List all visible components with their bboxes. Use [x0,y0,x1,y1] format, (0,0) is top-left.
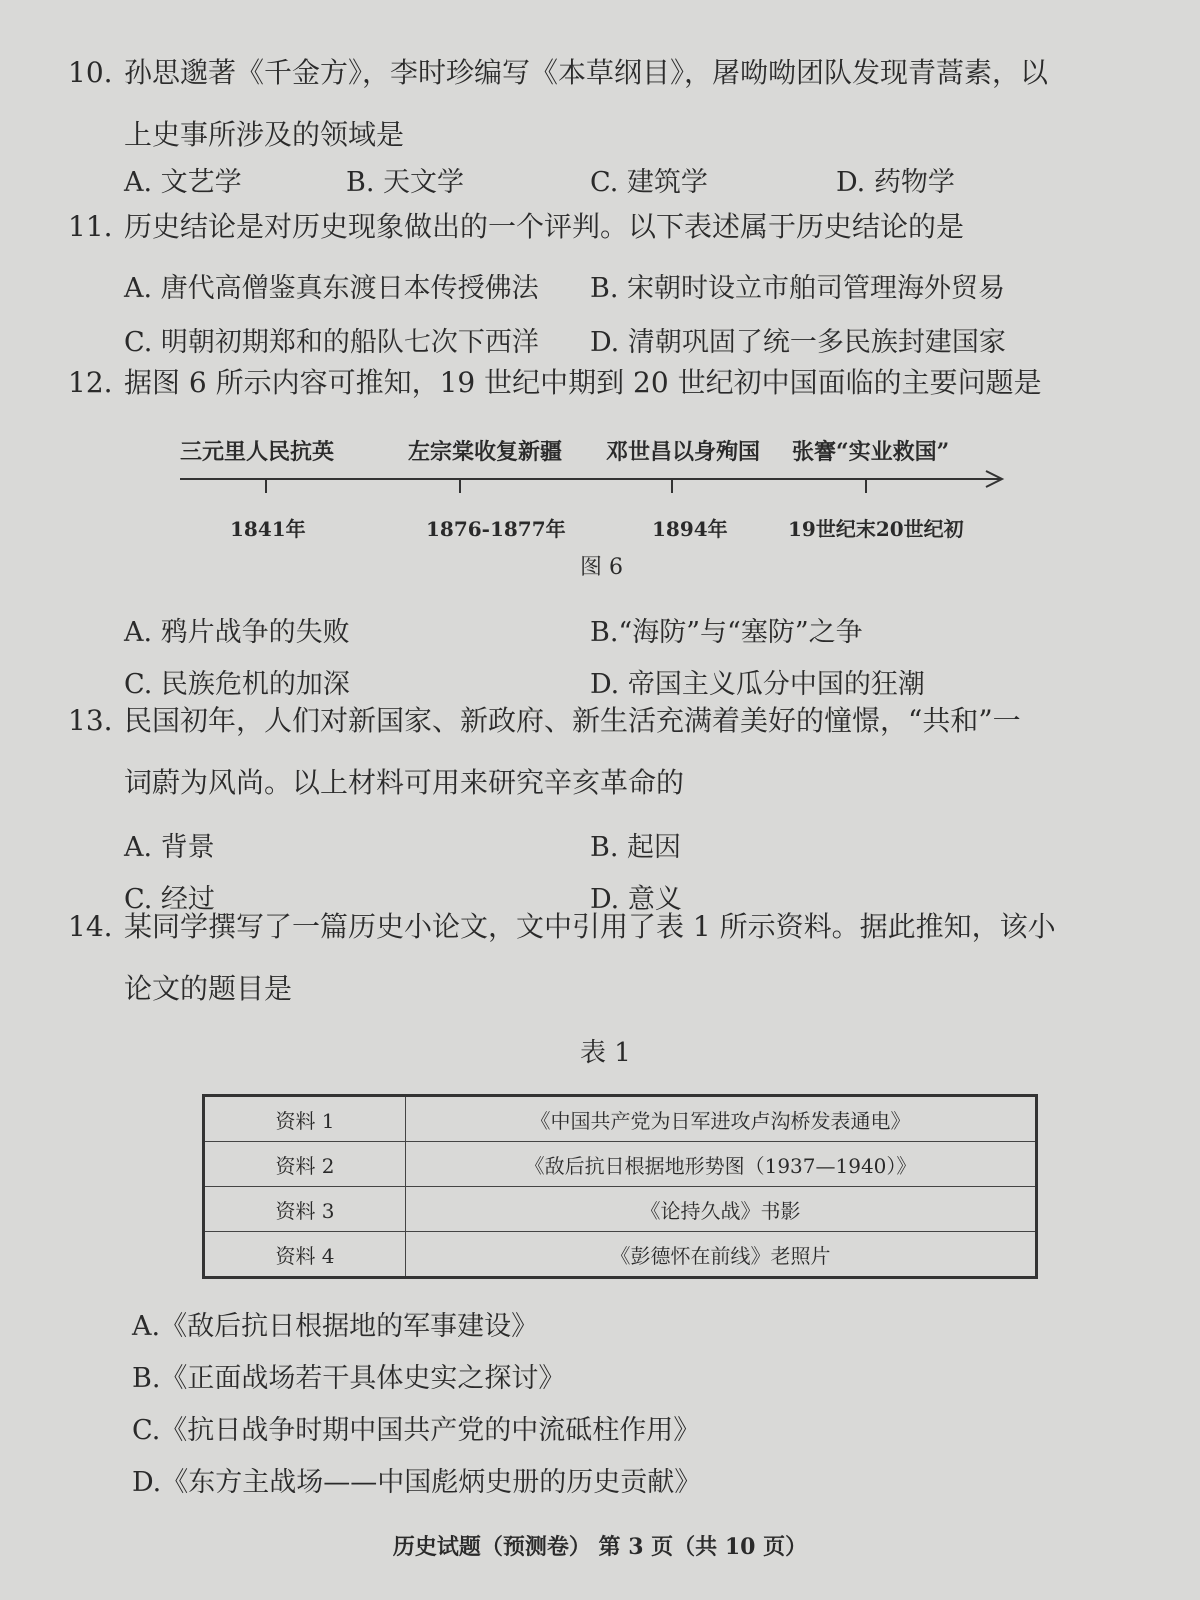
option-d: D.《东方主战场——中国彪炳史册的历史贡献》 [132,1467,702,1498]
question-stem: 历史结论是对历史现象做出的一个评判。以下表述属于历史结论的是 [124,210,965,243]
question-number: 14. [68,910,113,943]
table-key: 资料 4 [204,1232,406,1278]
question-11 [68,196,1128,258]
option-a: A. 文艺学 [124,167,242,198]
option-a: A. 唐代高僧鉴真东渡日本传授佛法 [124,273,539,304]
option-b: B. 天文学 [346,167,465,198]
option-b: B.《正面战场若干具体史实之探讨》 [132,1363,566,1394]
table-row [204,1187,1037,1232]
option-b: B.“海防”与“塞防”之争 [590,617,863,648]
table-key: 资料 1 [204,1096,406,1142]
table-caption: 表 1 [580,1038,631,1068]
question-stem: 孙思邈著《千金方》，李时珍编写《本草纲目》，屠呦呦团队发现青蒿素，以 [124,56,1049,89]
question-stem-cont: 上史事所涉及的领域是 [124,118,405,151]
option-c: C. 民族危机的加深 [124,669,350,700]
question-number: 10. [68,56,113,89]
question-number: 12. [68,366,113,399]
table-value: 《论持久战》书影 [406,1187,1037,1232]
timeline-event: 三元里人民抗英 [180,439,335,465]
table-value: 《敌后抗日根据地形势图（1937—1940）》 [406,1142,1037,1187]
question-stem-cont: 论文的题目是 [124,972,293,1005]
option-b: B. 宋朝时设立市舶司管理海外贸易 [590,273,1006,304]
question-14 [68,896,1128,1020]
timeline-event: 张謇“实业救国” [792,439,950,465]
question-number: 13. [68,704,113,737]
option-a: A. 鸦片战争的失败 [124,617,350,648]
table-row [204,1232,1037,1278]
timeline-date: 1894年 [652,517,728,541]
materials-table [202,1094,1038,1279]
timeline-event: 左宗棠收复新疆 [408,439,563,465]
table-value: 《中国共产党为日军进攻卢沟桥发表通电》 [406,1096,1037,1142]
option-d: D. 帝国主义瓜分中国的狂潮 [590,669,925,700]
option-c: C.《抗日战争时期中国共产党的中流砥柱作用》 [132,1415,701,1446]
question-13 [68,690,1128,814]
question-stem: 某同学撰写了一篇历史小论文，文中引用了表 1 所示资料。据此推知，该小 [124,910,1056,943]
option-a: A. 背景 [124,832,215,863]
table-key: 资料 2 [204,1142,406,1187]
question-stem-cont: 词蔚为风尚。以上材料可用来研究辛亥革命的 [124,766,685,799]
question-stem: 据图 6 所示内容可推知，19 世纪中期到 20 世纪初中国面临的主要问题是 [124,366,1042,399]
question-number: 11. [68,210,113,243]
table-row [204,1142,1037,1187]
timeline-date: 1841年 [230,517,306,541]
table-row [204,1096,1037,1142]
option-d: D. 意义 [590,884,682,915]
question-stem: 民国初年，人们对新国家、新政府、新生活充满着美好的憧憬，“共和”一 [124,704,1021,737]
figure-caption: 图 6 [580,555,623,580]
option-a: A.《敌后抗日根据地的军事建设》 [132,1311,539,1342]
timeline-date: 19世纪末20世纪初 [788,517,964,541]
option-d: D. 药物学 [836,167,955,198]
table-value: 《彭德怀在前线》老照片 [406,1232,1037,1278]
table-key: 资料 3 [204,1187,406,1232]
question-10 [68,42,1128,166]
page-footer: 历史试题（预测卷） 第 3 页（共 10 页） [392,1534,808,1560]
option-c: C. 明朝初期郑和的船队七次下西洋 [124,327,539,358]
timeline-date: 1876-1877年 [426,517,566,541]
option-d: D. 清朝巩固了统一多民族封建国家 [590,327,1006,358]
option-c: C. 建筑学 [590,167,708,198]
timeline-event: 邓世昌以身殉国 [606,439,761,465]
timeline-axis [180,459,1020,499]
timeline-figure [180,425,1020,545]
option-b: B. 起因 [590,832,682,863]
option-c: C. 经过 [124,884,215,915]
question-12 [68,352,1128,414]
